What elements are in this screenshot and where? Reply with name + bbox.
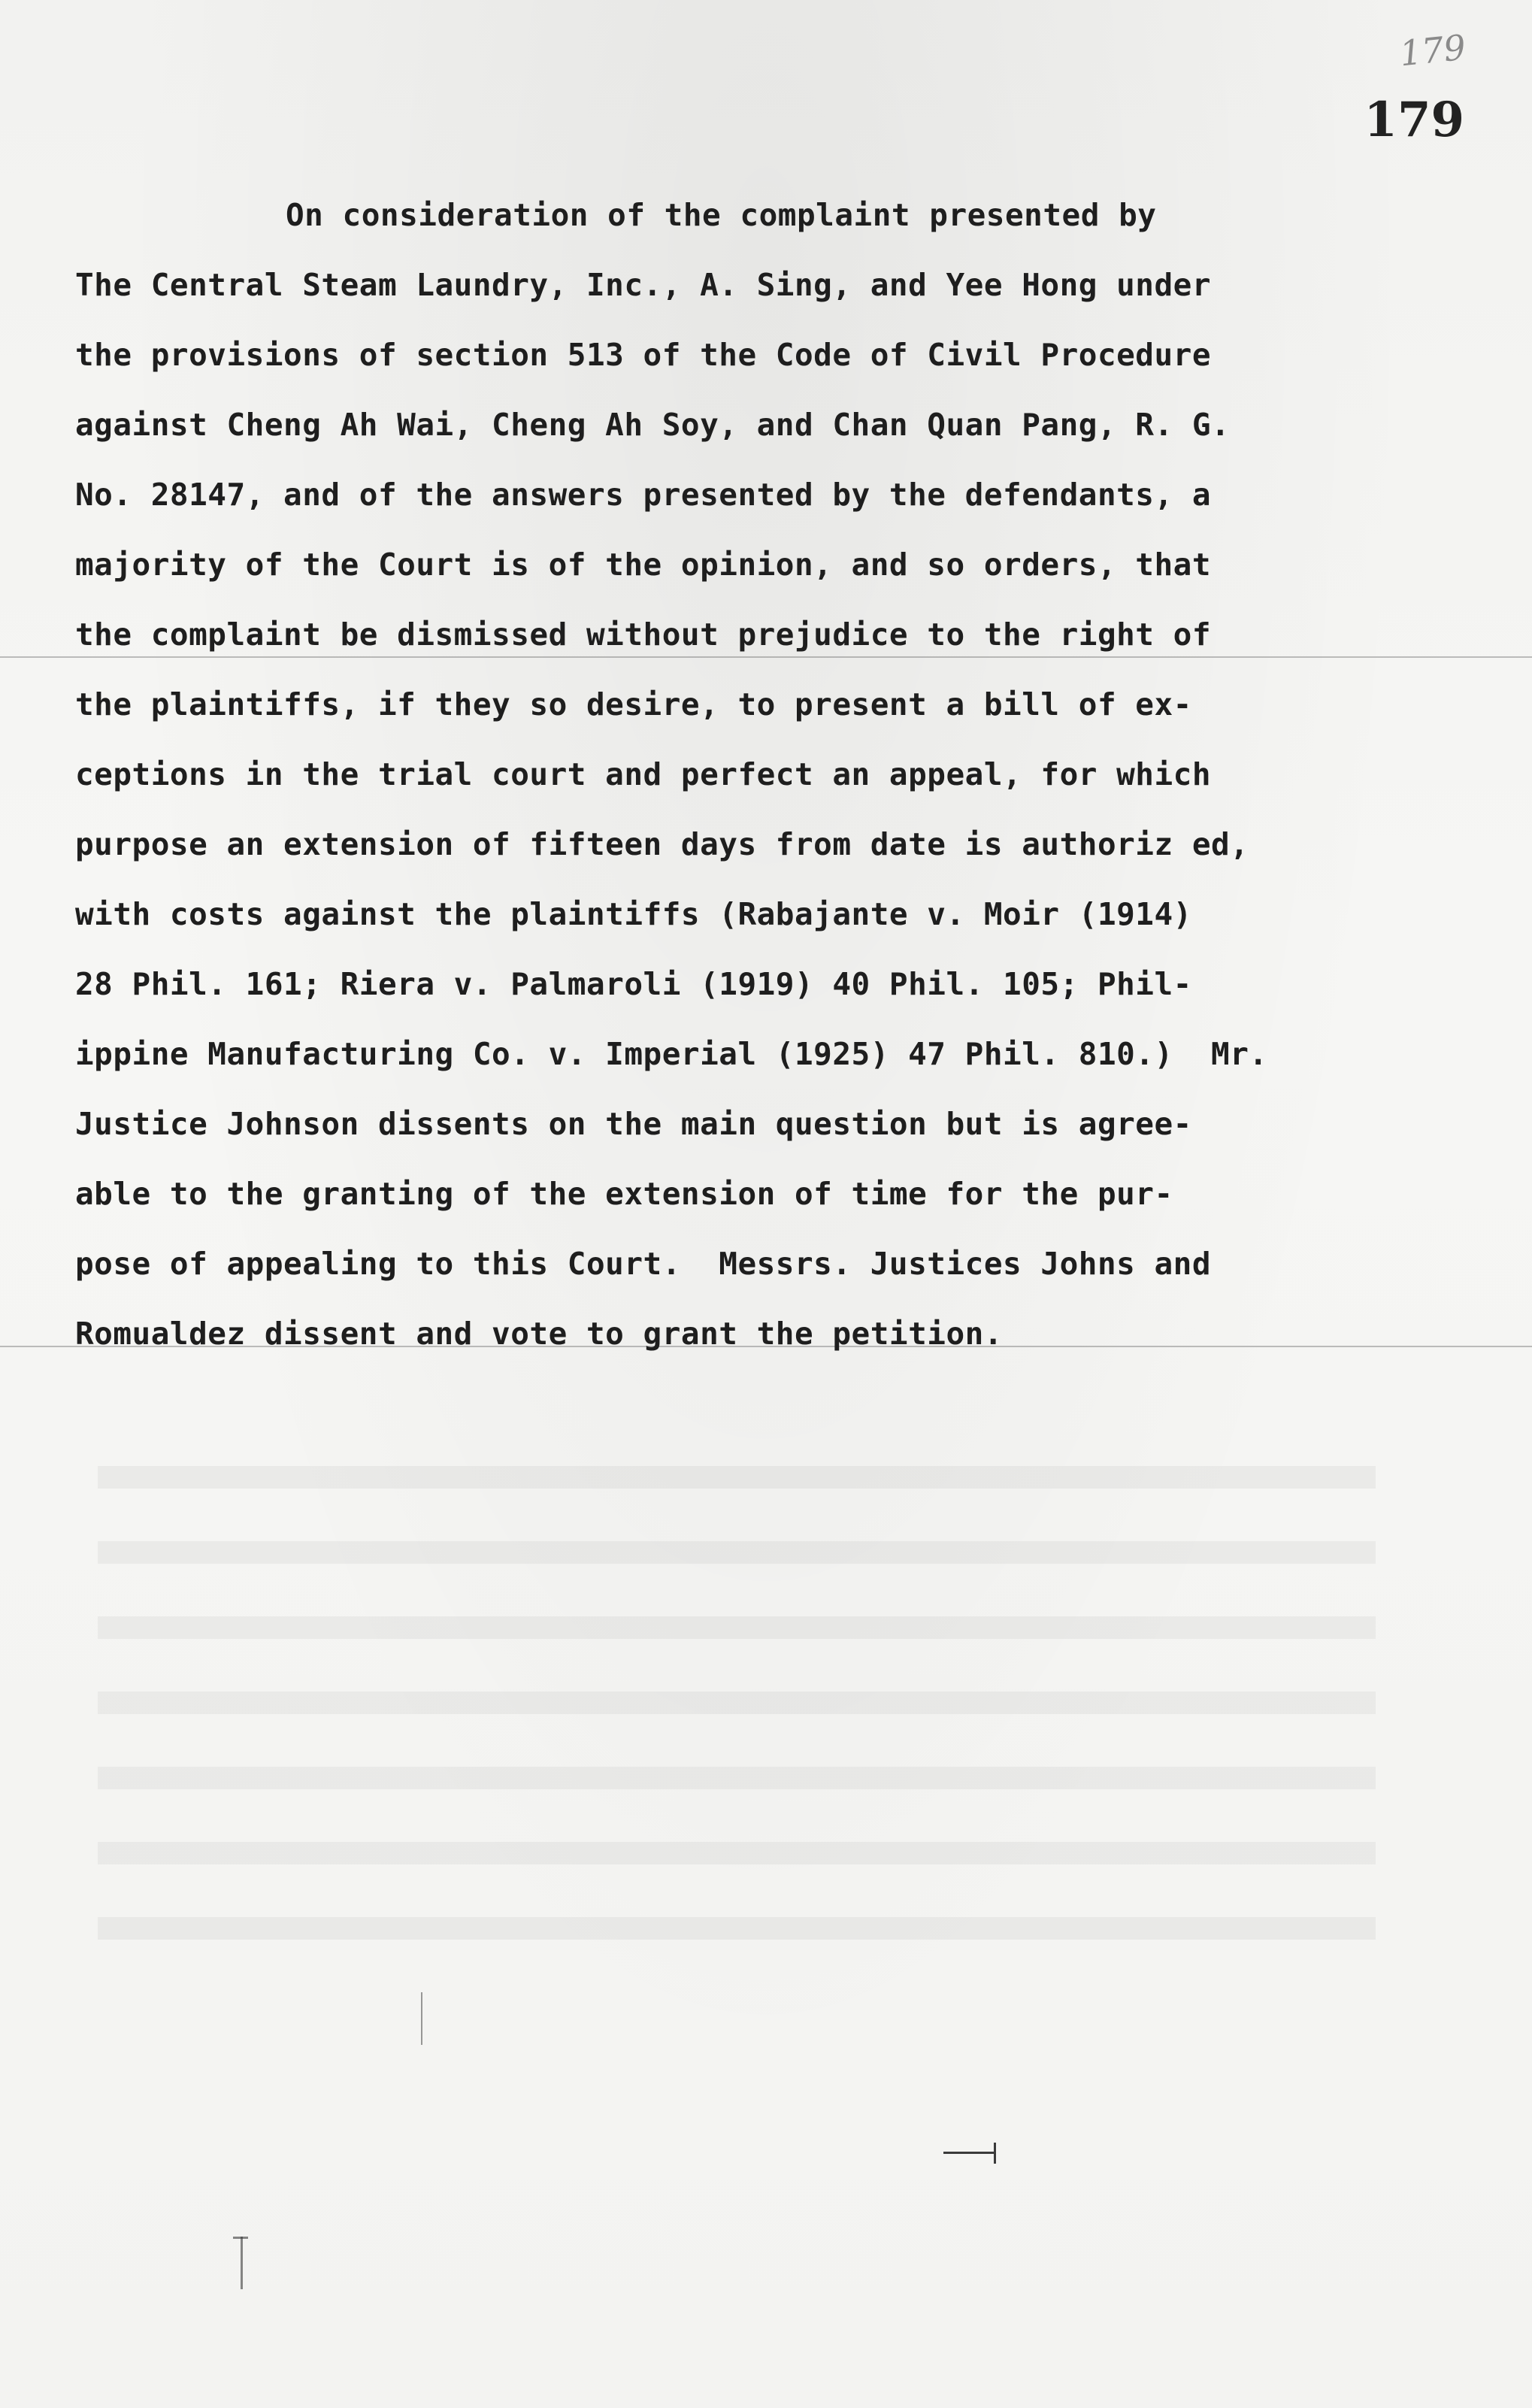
text-line: the provisions of section 513 of the Code of Civil Procedure — [75, 337, 1212, 373]
text-line: The Central Steam Laundry, Inc., A. Sing, and Yee Hong under — [75, 267, 1212, 303]
text-line: pose of appealing to this Court. Messrs. Justices Johns and — [75, 1246, 1212, 1282]
text-line: the complaint be dismissed without prejudice to the right of — [75, 616, 1212, 653]
text-line: Justice Johnson dissents on the main question but is agree- — [75, 1106, 1192, 1142]
text-line: able to the granting of the extension of time for the pur- — [75, 1176, 1173, 1212]
text-line: majority of the Court is of the opinion, and so orders, that — [75, 547, 1212, 583]
bleed-through-texture — [98, 1413, 1376, 1940]
text-line: purpose an extension of fifteen days from date is authoriz ed, — [75, 826, 1249, 862]
text-line: ceptions in the trial court and perfect an appeal, for which — [75, 756, 1212, 792]
text-line: Romualdez dissent and vote to grant the petition. — [75, 1316, 1004, 1352]
handwritten-page-number: 179 — [1397, 26, 1468, 74]
pen-mark — [943, 2152, 996, 2154]
page-number: 179 — [1364, 92, 1464, 148]
text-line: ippine Manufacturing Co. v. Imperial (1925) 47 Phil. 810.) Mr. — [75, 1036, 1268, 1072]
pen-mark — [233, 2237, 248, 2239]
text-line: against Cheng Ah Wai, Cheng Ah Soy, and Chan Quan Pang, R. G. — [75, 407, 1231, 443]
text-line: 28 Phil. 161; Riera v. Palmaroli (1919) 40 Phil. 105; Phil- — [75, 966, 1192, 1002]
pen-mark — [994, 2143, 996, 2164]
pen-mark — [421, 1992, 422, 2045]
text-line: with costs against the plaintiffs (Rabajante v. Moir (1914) — [75, 896, 1192, 932]
text-line: On consideration of the complaint presented by — [286, 197, 1157, 233]
text-line: No. 28147, and of the answers presented by the defendants, a — [75, 477, 1212, 513]
text-line: the plaintiffs, if they so desire, to present a bill of ex- — [75, 686, 1192, 722]
pen-mark — [241, 2237, 243, 2289]
resolution-body — [75, 180, 1428, 1369]
